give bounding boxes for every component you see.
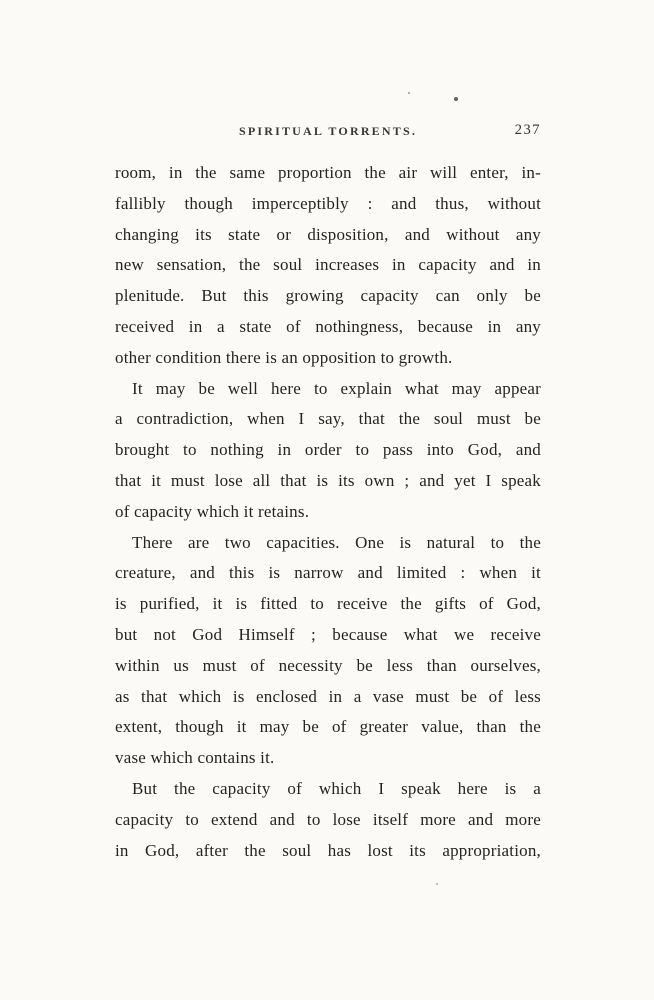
running-head <box>115 122 541 142</box>
text-line: received in a state of nothingness, because in any <box>115 316 541 336</box>
text-line: in God, after the soul has lost its appropriation, <box>115 840 541 860</box>
text-line: capacity to extend and to lose itself more and more <box>115 809 541 829</box>
text-line: is purified, it is fitted to receive the gifts of God, <box>115 594 541 614</box>
ink-speck <box>408 92 410 94</box>
text-line: changing its state or disposition, and without any <box>115 224 541 244</box>
text-line: vase which contains it. <box>115 748 275 768</box>
text-line: It may be well here to explain what may appear <box>132 378 541 398</box>
text-line: plenitude. But this growing capacity can only be <box>115 286 541 306</box>
paragraph <box>115 158 541 374</box>
text-block <box>115 158 541 866</box>
paragraph <box>115 774 541 866</box>
text-line: that it must lose all that is its own ; and yet I speak <box>115 470 541 490</box>
running-title: SPIRITUAL TORRENTS. <box>238 124 418 138</box>
text-line: extent, though it may be of greater value, than the <box>115 717 541 737</box>
paragraph <box>115 374 541 528</box>
text-line: other condition there is an opposition to growth. <box>115 347 453 367</box>
text-line: fallibly though imperceptibly : and thus, without <box>115 193 541 213</box>
text-line: But the capacity of which I speak here is a <box>132 778 541 798</box>
ink-speck <box>436 883 438 885</box>
text-line: a contradiction, when I say, that the soul must be <box>115 409 541 429</box>
text-line: but not God Himself ; because what we receive <box>115 624 541 644</box>
text-line: brought to nothing in order to pass into God, and <box>115 440 541 460</box>
text-line: as that which is enclosed in a vase must be of less <box>115 686 541 706</box>
text-line: creature, and this is narrow and limited : when it <box>115 563 541 583</box>
text-line: room, in the same proportion the air will enter, in- <box>115 163 541 182</box>
text-line: within us must of necessity be less than ourselves, <box>115 655 541 675</box>
text-line: new sensation, the soul increases in capacity and in <box>115 255 541 275</box>
paragraph <box>115 528 541 774</box>
text-line: There are two capacities. One is natural to the <box>132 532 541 552</box>
text-line: of capacity which it retains. <box>115 501 310 521</box>
ink-speck <box>454 97 458 101</box>
page-number: 237 <box>514 122 541 138</box>
